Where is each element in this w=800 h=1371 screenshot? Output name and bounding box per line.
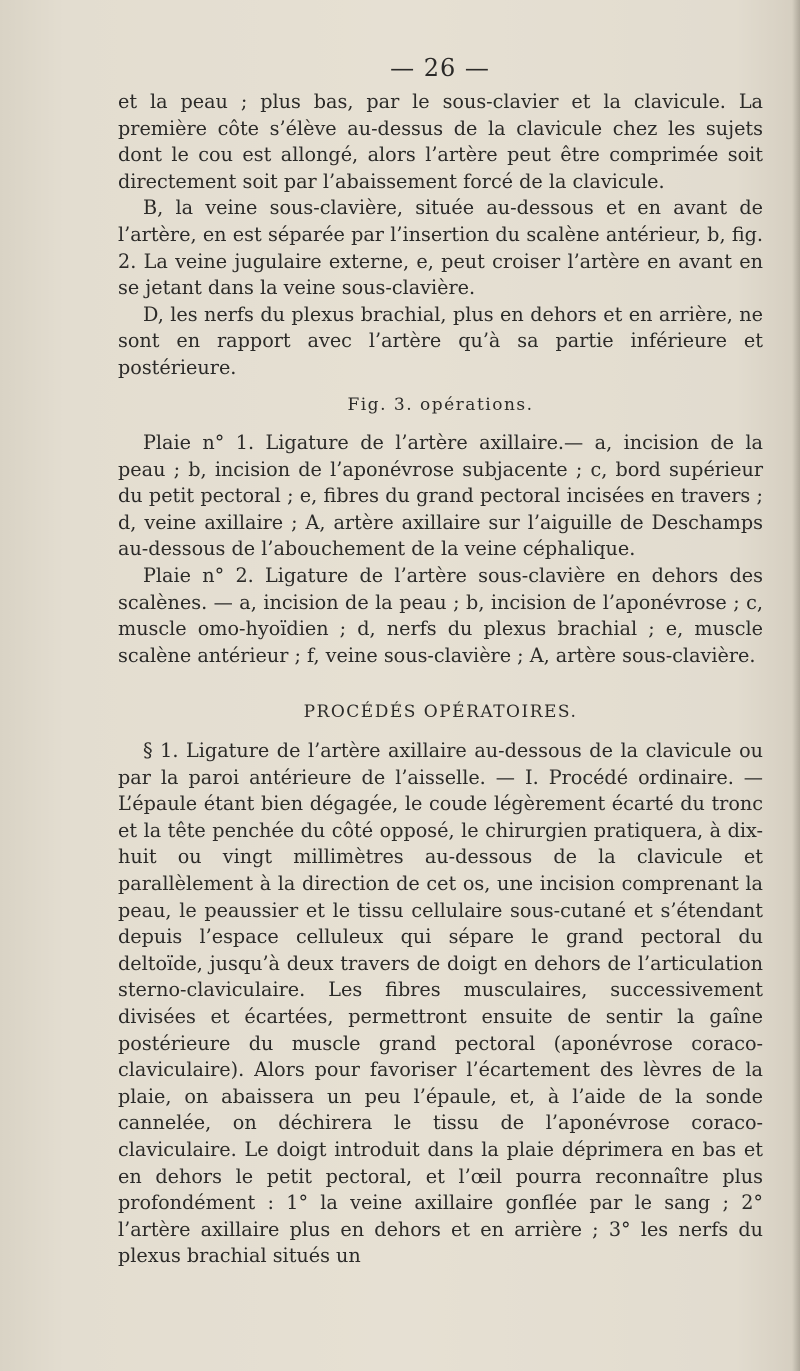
procedures-text-block <box>118 738 763 1270</box>
paragraph-clavicle: et la peau ; plus bas, par le sous-clavier et la clavicule. La première côte s’élève au-dessus de la clavicule chez les sujets dont le cou est allongé, alors l’artère peut être comprimée soit directement soit par l’abaissement forcé de la clavicule. <box>118 90 763 193</box>
figure-caption-plaie-2: Plaie n° 2. Ligature de l’artère sous-clavière en dehors des scalènes. — a, incision de la peau ; b, incision de l’aponévrose ; c, muscle omo-hyoïdien ; d, nerfs du plexus brachial ; e, muscle scalène antérieur ; f, veine sous-clavière ; A, artère sous-clavière. <box>118 563 763 667</box>
figure-caption-block <box>118 430 763 669</box>
figure-heading: Fig. 3. opérations. <box>347 395 534 415</box>
intro-text-block <box>118 89 763 382</box>
figure-caption-plaie-1: Plaie n° 1. Ligature de l’artère axillaire.— a, incision de la peau ; b, incision de l’aponévrose subjacente ; c, bord supérieur du petit pectoral ; e, fibres du grand pectoral incisées en travers ; d, veine axillaire ; A, artère axillaire sur l’aiguille de Deschamps au-dessous de l’abouchement de la veine céphalique. <box>118 431 763 561</box>
procedures-heading: PROCÉDÉS OPÉRATOIRES. <box>303 702 578 722</box>
page-edge-shadow <box>792 0 800 1371</box>
paragraph-nerves: D, les nerfs du plexus brachial, plus en dehors et en arrière, ne sont en rapport avec l’artère qu’à sa partie inférieure et postérieure. <box>118 302 763 379</box>
paragraph-vein: B, la veine sous-clavière, située au-dessous et en avant de l’artère, en est séparée par l’insertion du scalène antérieur, b, fig. 2. La veine jugulaire externe, e, peut croiser l’artère en avant en se jetant dans la veine sous-clavière. <box>118 196 763 300</box>
procedure-paragraph: § 1. Ligature de l’artère axillaire au-dessous de la clavicule ou par la paroi antérieure de l’aisselle. — I. Procédé ordinaire. — L’épaule étant bien dégagée, le coude légèrement écarté du tronc et la tête penchée du côté opposé, le chirurgien pratiquera, à dix-huit ou vingt millimètres au-dessous de la clavicule et parallèlement à la direction de cet os, une incision comprenant la peau, le peaussier et le tissu cellulaire sous-cutané et s’étendant depuis l’espace celluleux qui sépare le grand pectoral du deltoïde, jusqu’à deux travers de doigt en dehors de l’articulation sterno-claviculaire. Les fibres musculaires, successivement divisées et écartées, permettront ensuite de sentir la gaîne postérieure du muscle grand pectoral (aponévrose coraco-claviculaire). Alors pour favoriser l’écartement des lèvres de la plaie, on abaissera un peu l’épaule, et, à l’aide de la sonde cannelée, on déchirera le tissu de l’aponévrose coraco-claviculaire. Le doigt introduit dans la plaie déprimera en bas et en dehors le petit pectoral, et l’œil pourra reconnaître plus profondément : 1° la veine axillaire gonflée par le sang ; 2° l’artère axillaire plus en dehors et en arrière ; 3° les nerfs du plexus brachial situés un <box>118 739 763 1268</box>
page-number: — 26 — <box>390 54 490 82</box>
